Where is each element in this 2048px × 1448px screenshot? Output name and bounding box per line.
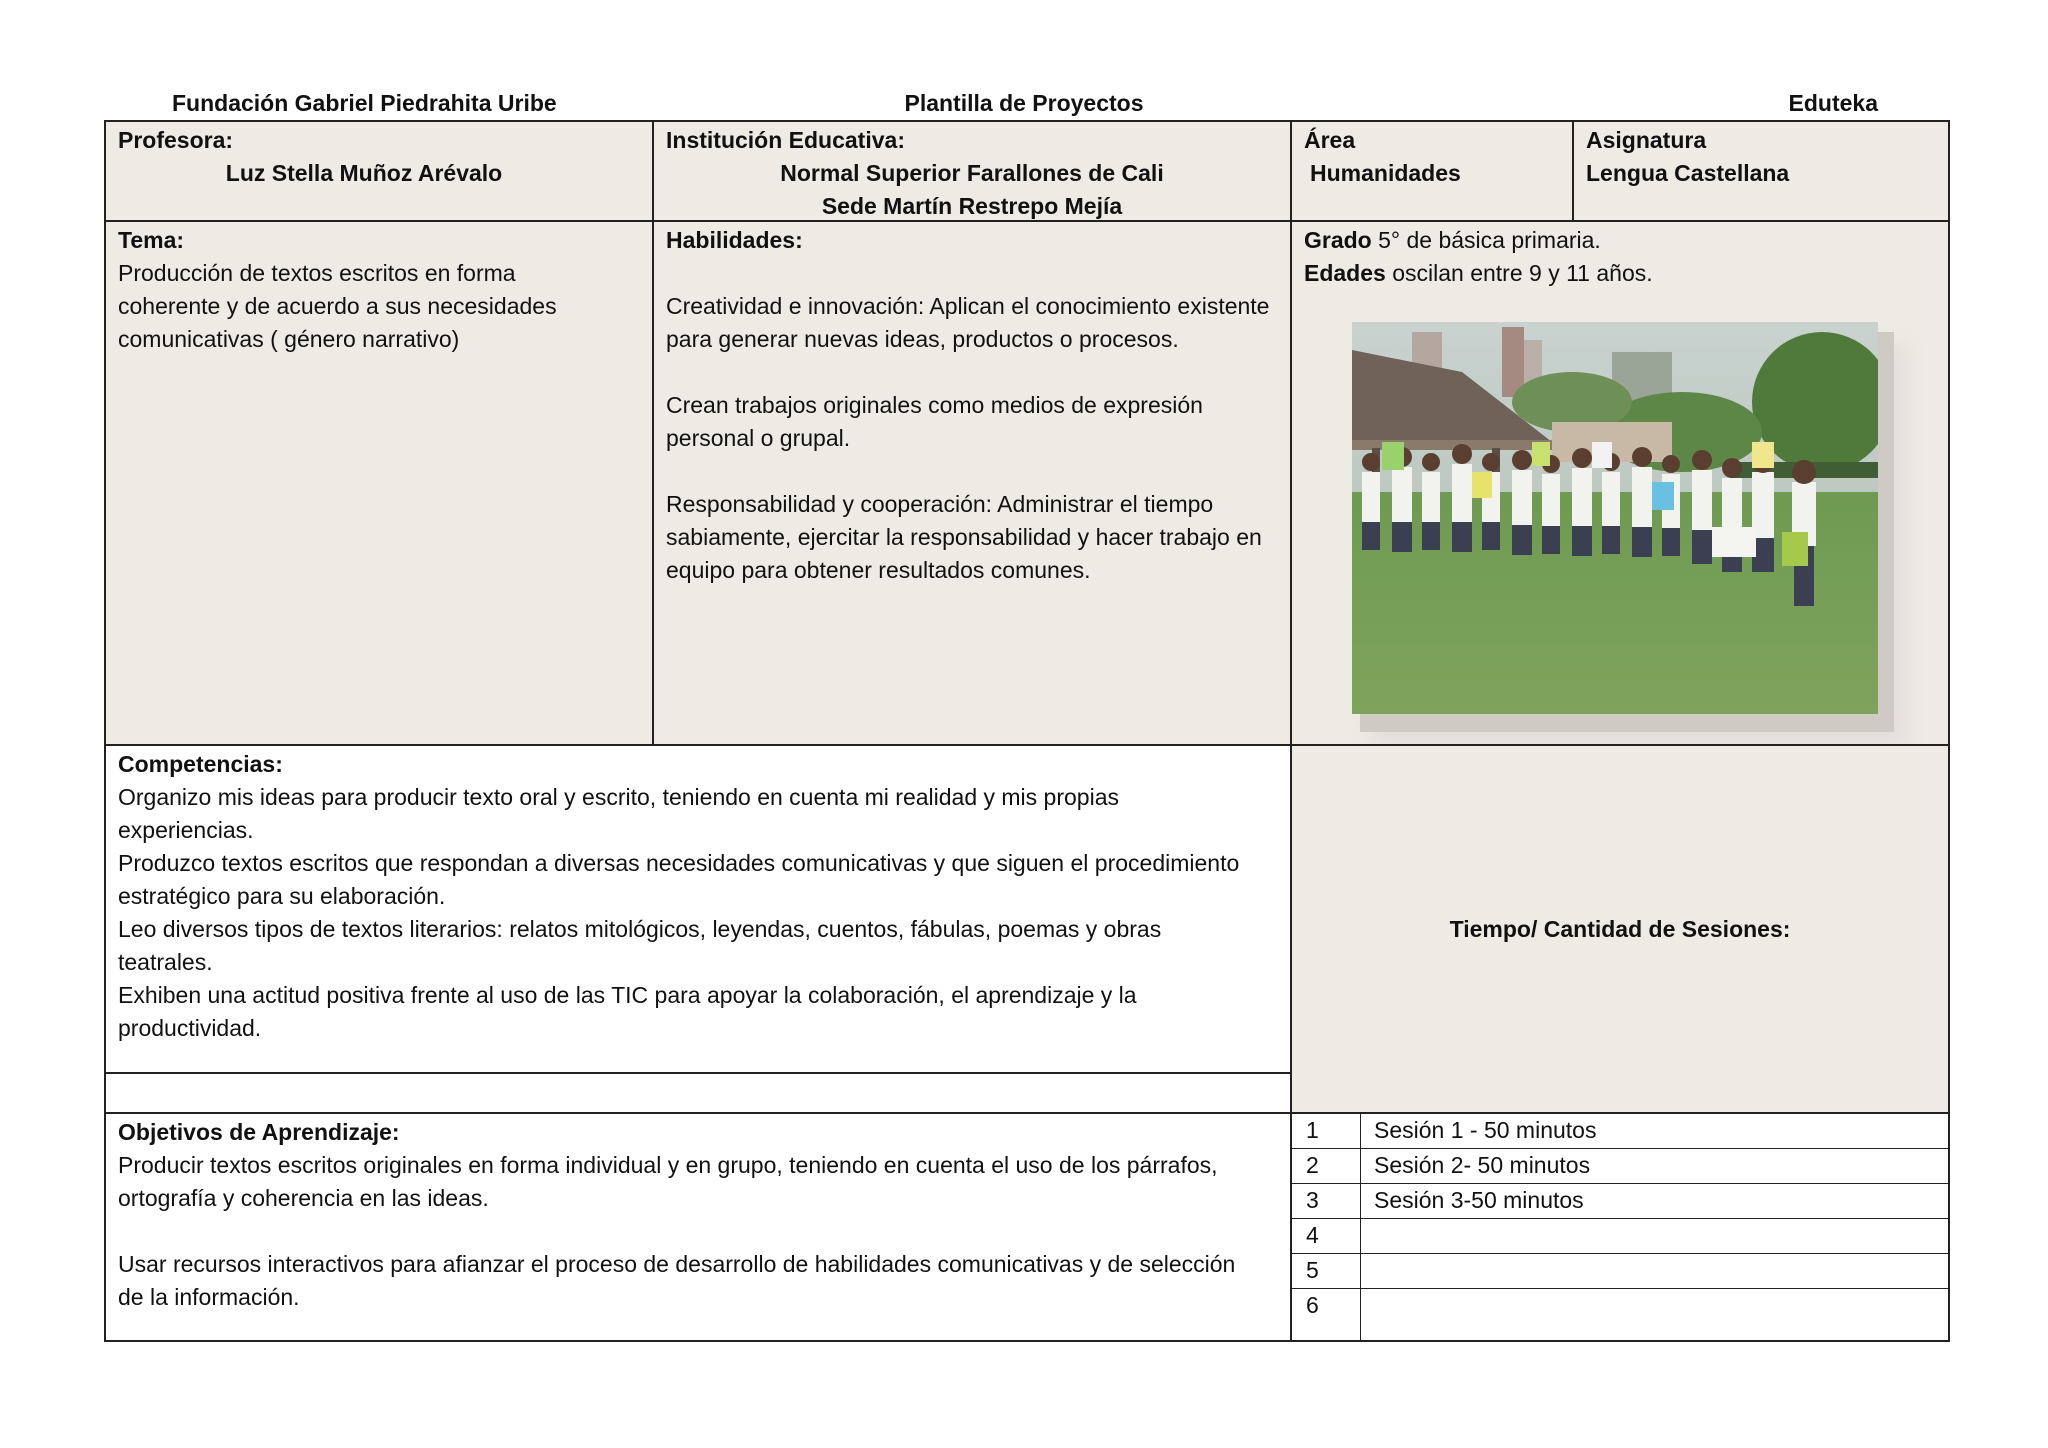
asignatura-cell [1574, 122, 1948, 220]
edades-value: oscilan entre 9 y 11 años. [1392, 260, 1653, 286]
profesora-label: Profesora: [118, 127, 234, 153]
divider [106, 744, 1948, 746]
grado-value: 5° de básica primaria. [1378, 227, 1601, 253]
objetivos-cell [106, 1114, 1290, 1340]
divider [1290, 122, 1292, 1340]
sesion-row-4 [1292, 1219, 1948, 1254]
competencias-cell [106, 746, 1290, 1072]
sesion-number: 5 [1306, 1257, 1319, 1283]
divider [106, 1072, 1292, 1074]
habilidad-trabajos-originales: Crean trabajos originales como medios de expresión personal o grupal. [666, 392, 1203, 451]
sesion-text: Sesión 2- 50 minutos [1374, 1152, 1591, 1178]
tema-label: Tema: [118, 227, 185, 253]
competencia-1: Organizo mis ideas para producir texto oral y escrito, teniendo en cuenta mi realidad y mis propias experiencias. [118, 784, 1119, 843]
divider [1292, 1218, 1948, 1219]
institucion-cell [654, 122, 1290, 220]
grado-line [1304, 224, 1936, 257]
institucion-label: Institución Educativa: [666, 127, 905, 153]
edades-line [1304, 257, 1936, 290]
asignatura-value: Lengua Castellana [1586, 160, 1790, 186]
tema-text: Producción de textos escritos en forma coherente y de acuerdo a sus necesidades comunicativas ( género narrativo) [118, 260, 557, 352]
area-label: Área [1304, 127, 1356, 153]
empty-cell [106, 1074, 1290, 1110]
sesion-row-2 [1292, 1149, 1948, 1184]
profesora-cell [106, 122, 652, 220]
habilidad-responsabilidad: Responsabilidad y cooperación: Administrar el tiempo sabiamente, ejercitar la responsabilidad y hacer trabajo en equipo para obtener resultados comunes. [666, 491, 1262, 583]
divider [1292, 1148, 1948, 1149]
institucion-sede: Sede Martín Restrepo Mejía [821, 193, 1123, 219]
students-group-photo [1352, 322, 1878, 714]
sesion-row-6 [1292, 1289, 1948, 1339]
divider [1572, 122, 1574, 220]
edades-label: Edades [1304, 260, 1386, 286]
tema-cell [106, 222, 652, 744]
competencia-3: Leo diversos tipos de textos literarios: relatos mitológicos, leyendas, cuentos, fábulas, poemas y obras teatrales. [118, 916, 1162, 975]
document-title: Plantilla de Proyectos [904, 90, 1144, 116]
sesion-number: 1 [1306, 1117, 1319, 1143]
divider [1292, 1288, 1948, 1289]
divider [652, 122, 654, 744]
objetivo-2: Usar recursos interactivos para afianzar el proceso de desarrollo de habilidades comunicativas y de selección de la información. [118, 1251, 1236, 1310]
project-template-table [104, 120, 1950, 1342]
sesion-number: 2 [1306, 1152, 1319, 1178]
divider [106, 220, 1948, 222]
sesion-text: Sesión 3-50 minutos [1374, 1187, 1584, 1213]
habilidades-label: Habilidades: [666, 227, 803, 253]
sesion-number: 3 [1306, 1187, 1319, 1213]
area-cell [1292, 122, 1572, 220]
habilidad-creatividad: Creatividad e innovación: Aplican el conocimiento existente para generar nuevas ideas, productos o procesos. [666, 293, 1270, 352]
competencia-4: Exhiben una actitud positiva frente al uso de las TIC para apoyar la colaboración, el aprendizaje y la productividad. [118, 982, 1137, 1041]
sesion-row-5 [1292, 1254, 1948, 1289]
competencias-label: Competencias: [118, 751, 283, 777]
objetivo-1: Producir textos escritos originales en forma individual y en grupo, teniendo en cuenta el uso de los párrafos, ortografía y coherencia en las ideas. [118, 1152, 1218, 1211]
sesion-row-3 [1292, 1184, 1948, 1219]
divider [1360, 1112, 1361, 1340]
sesion-number: 6 [1306, 1292, 1319, 1318]
area-value: Humanidades [1310, 160, 1461, 186]
competencia-2: Produzco textos escritos que respondan a diversas necesidades comunicativas y que siguen el procedimiento estratégico para su elaboración. [118, 850, 1240, 909]
brand-name: Eduteka [1788, 90, 1878, 116]
divider [106, 1112, 1948, 1114]
sesion-number: 4 [1306, 1222, 1319, 1248]
asignatura-label: Asignatura [1586, 127, 1707, 153]
profesora-value: Luz Stella Muñoz Arévalo [225, 160, 503, 186]
divider [1292, 1253, 1948, 1254]
institucion-name: Normal Superior Farallones de Cali [780, 160, 1164, 186]
objetivos-label: Objetivos de Aprendizaje: [118, 1119, 400, 1145]
divider [1292, 1183, 1948, 1184]
sesion-row-1 [1292, 1114, 1948, 1149]
tiempo-cell [1292, 746, 1948, 1112]
foundation-name: Fundación Gabriel Piedrahita Uribe [172, 90, 557, 116]
sesion-text: Sesión 1 - 50 minutos [1374, 1117, 1597, 1143]
tiempo-label: Tiempo/ Cantidad de Sesiones: [1449, 915, 1791, 942]
grado-label: Grado [1304, 227, 1372, 253]
habilidades-cell [654, 222, 1290, 744]
